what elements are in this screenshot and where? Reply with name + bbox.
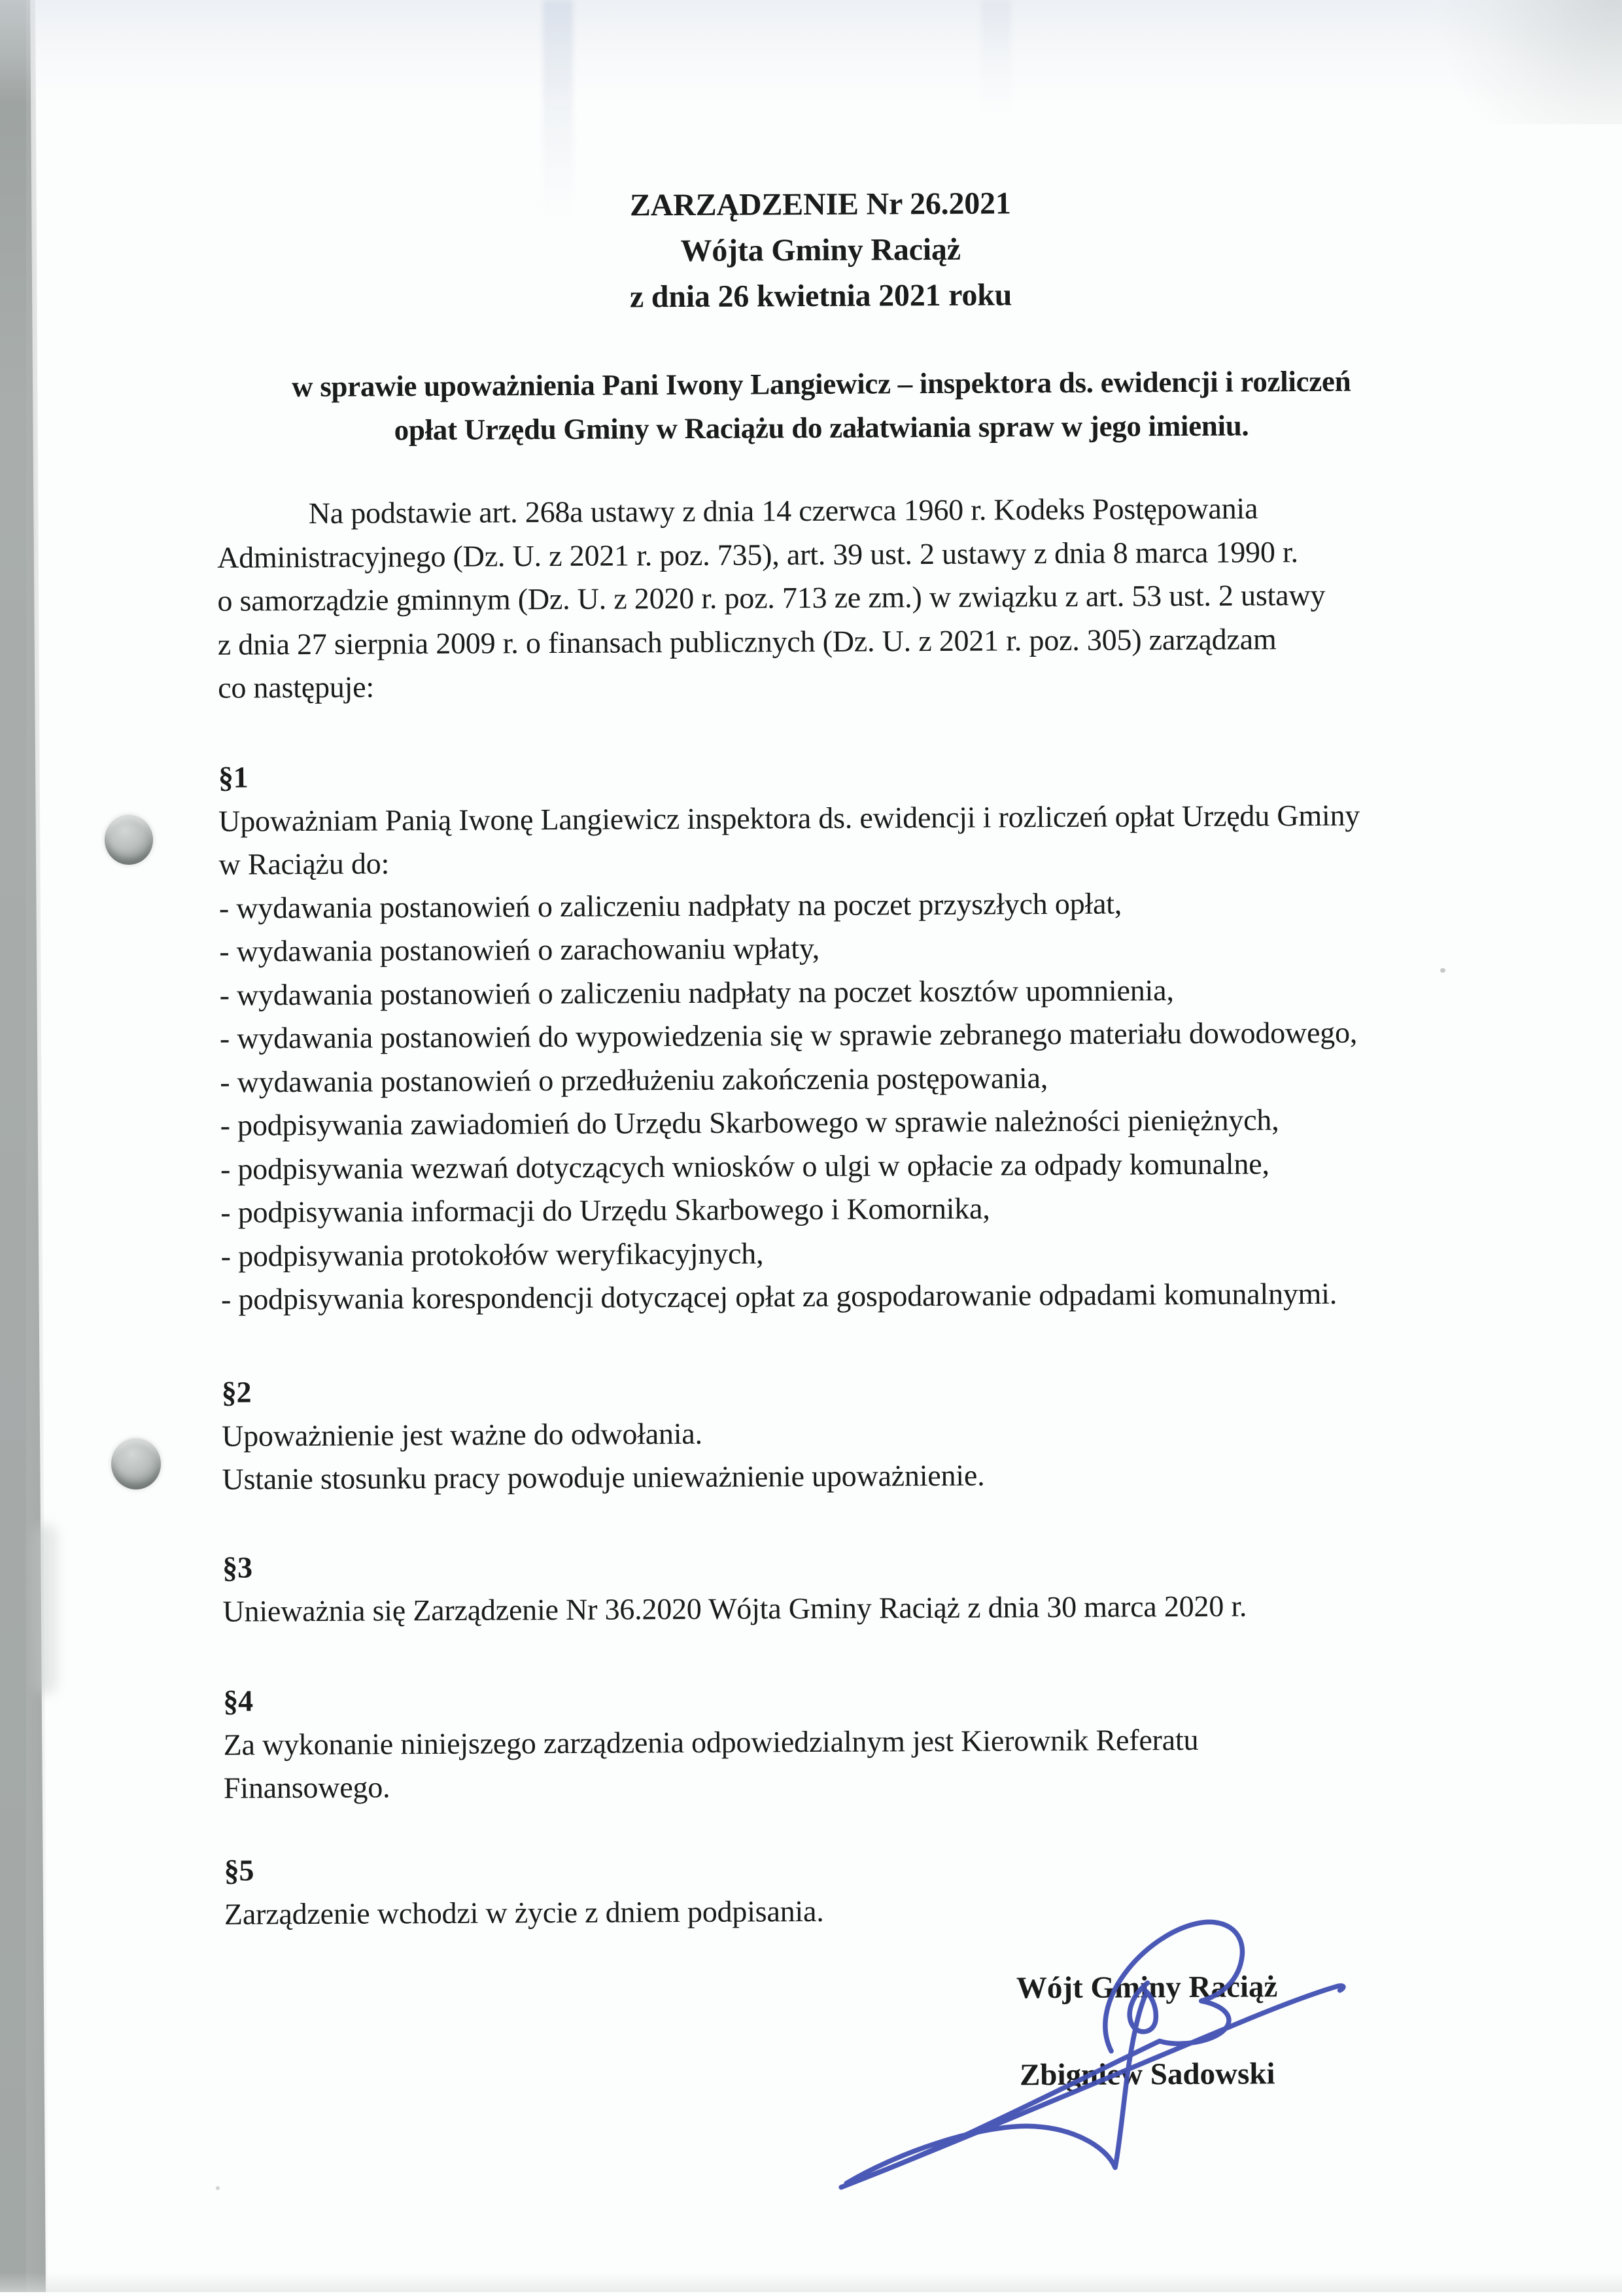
section-4 bbox=[223, 1673, 1434, 1810]
section-2-header: §2 bbox=[221, 1375, 252, 1409]
section-1-intro: Upoważniam Panią Iwonę Langiewicz inspektora ds. ewidencji i rozliczeń opłat Urzędu Gminy bbox=[218, 798, 1360, 838]
list-item: - wydawania postanowień o zaliczeniu nadpłaty na poczet kosztów upomnienia, bbox=[219, 973, 1174, 1012]
document-title bbox=[215, 179, 1426, 322]
list-item: - wydawania postanowień do wypowiedzenia się w sprawie zebranego materiału dowodowego, bbox=[219, 1015, 1358, 1055]
subject-line: w sprawie upoważnienia Pani Iwony Langiewicz – inspektora ds. ewidencji i rozliczeń bbox=[291, 364, 1351, 404]
list-item: - podpisywania protokołów weryfikacyjnych, bbox=[220, 1236, 764, 1273]
preamble-line: Na podstawie art. 268a ustawy z dnia 14 czerwca 1960 r. Kodeks Postępowania bbox=[308, 491, 1258, 531]
preamble-line: Administracyjnego (Dz. U. z 2021 r. poz. 735), art. 39 ust. 2 ustawy z dnia 8 marca 1990 r. bbox=[216, 534, 1298, 574]
title-line: z dnia 26 kwietnia 2021 roku bbox=[629, 277, 1012, 315]
list-item: - wydawania postanowień o przedłużeniu zakończenia postępowania, bbox=[220, 1060, 1048, 1099]
preamble-line: o samorządzie gminnym (Dz. U. z 2020 r. poz. 713 ze zm.) w związku z art. 53 ust. 2 ustawy bbox=[217, 578, 1326, 617]
section-2-line: Ustanie stosunku pracy powoduje unieważnienie upoważnienie. bbox=[222, 1458, 985, 1496]
document-subject bbox=[216, 359, 1427, 453]
preamble-line: co następuje: bbox=[218, 670, 375, 704]
section-2-line: Upoważnienie jest ważne do odwołania. bbox=[222, 1416, 702, 1453]
list-item: - wydawania postanowień o zaliczeniu nadpłaty na poczet przyszłych opłat, bbox=[218, 886, 1122, 925]
section-5 bbox=[224, 1843, 1434, 1936]
section-4-header: §4 bbox=[223, 1684, 254, 1718]
section-5-header: §5 bbox=[224, 1853, 254, 1887]
title-line: ZARZĄDZENIE Nr 26.2021 bbox=[629, 186, 1011, 223]
signatory-role: Wójt Gminy Raciąż bbox=[1016, 1970, 1278, 2006]
subject-line: opłat Urzędu Gminy w Raciążu do załatwiania spraw w jego imieniu. bbox=[394, 409, 1249, 447]
list-item: - podpisywania korespondencji dotyczącej opłat za gospodarowanie odpadami komunalnymi. bbox=[220, 1276, 1337, 1316]
list-item: - podpisywania zawiadomień do Urzędu Skarbowego w sprawie należności pieniężnych, bbox=[220, 1103, 1279, 1142]
section-3 bbox=[222, 1540, 1433, 1633]
signatory-name: Zbigniew Sadowski bbox=[1019, 2057, 1275, 2093]
section-4-line: Finansowego. bbox=[223, 1770, 390, 1805]
section-5-line: Zarządzenie wchodzi w życie z dniem podpisania. bbox=[224, 1894, 824, 1931]
section-4-line: Za wykonanie niniejszego zarządzenia odpowiedzialnym jest Kierownik Referatu bbox=[223, 1722, 1199, 1762]
signature-block bbox=[960, 1965, 1334, 2098]
list-item: - podpisywania informacji do Urzędu Skarbowego i Komornika, bbox=[220, 1191, 990, 1229]
legal-preamble bbox=[217, 486, 1428, 710]
section-1-header: §1 bbox=[218, 760, 249, 794]
section-3-line: Unieważnia się Zarządzenie Nr 36.2020 Wójta Gminy Raciąż z dnia 30 marca 2020 r. bbox=[222, 1589, 1247, 1628]
section-1-intro: w Raciążu do: bbox=[218, 846, 390, 881]
list-item: - wydawania postanowień o zarachowaniu wpłaty, bbox=[219, 931, 820, 968]
preamble-line: z dnia 27 sierpnia 2009 r. o finansach publicznych (Dz. U. z 2021 r. poz. 305) zarządzam bbox=[217, 621, 1277, 661]
section-1 bbox=[218, 750, 1432, 1321]
section-3-header: §3 bbox=[222, 1550, 252, 1584]
list-item: - podpisywania wezwań dotyczących wniosków o ulgi w opłacie za odpady komunalne, bbox=[220, 1146, 1269, 1186]
section-2 bbox=[222, 1365, 1432, 1501]
document-content bbox=[215, 0, 1436, 2295]
title-line: Wójta Gminy Raciąż bbox=[680, 232, 961, 269]
